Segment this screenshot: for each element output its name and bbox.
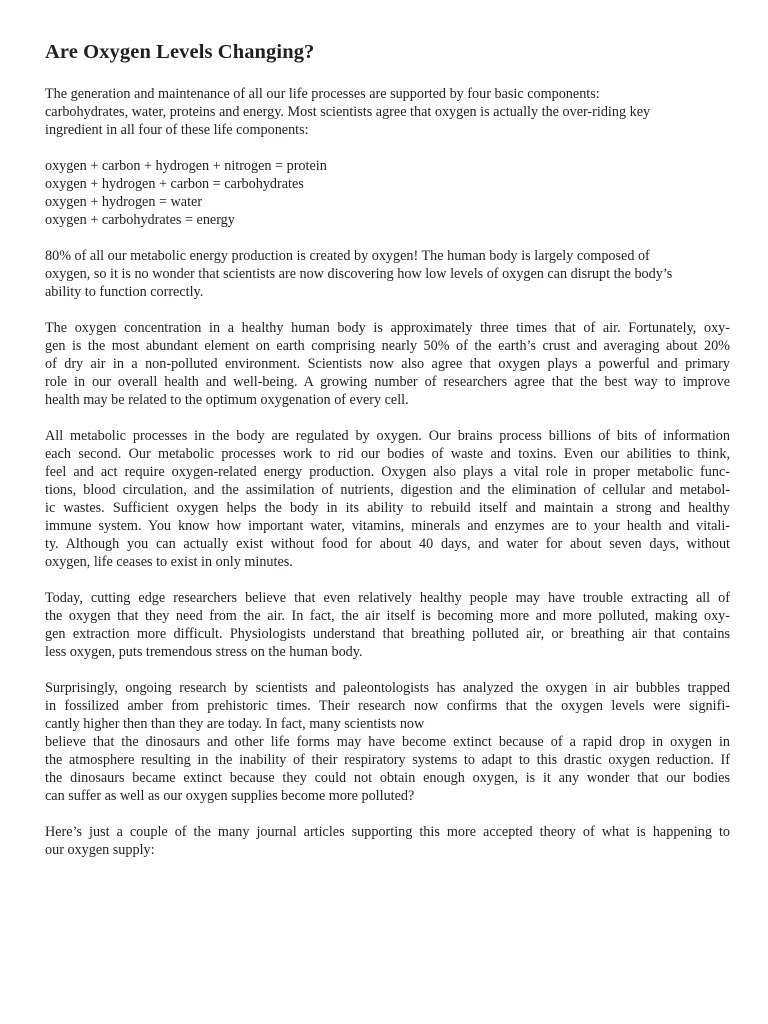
text-line: The oxygen concentration in a healthy human body is approximately three times that of air. Fortunately, oxy- [45,320,730,336]
text-line: health may be related to the optimum oxygenation of every cell. [45,392,409,408]
text-line: oxygen + carbon + hydrogen + nitrogen = protein [45,158,327,174]
text-line: gen is the most abundant element on earth comprising nearly 50% of the earth’s crust and averaging about 20% [45,338,730,354]
text-line: Here’s just a couple of the many journal articles supporting this more accepted theory of what is happening to [45,824,730,840]
text-line: feel and act require oxygen-related energy production. Oxygen also plays a vital role in proper metabolic func- [45,464,730,480]
text-line: gen extraction more difficult. Physiologists understand that breathing polluted air, or breathing air that contains [45,626,730,642]
text-line: our oxygen supply: [45,842,155,858]
text-line: oxygen + hydrogen + carbon = carbohydrates [45,176,304,192]
text-line: believe that the dinosaurs and other life forms may have become extinct because of a rapid drop in oxygen in [45,734,730,750]
text-line: in fossilized amber from prehistoric times. Their research now confirms that the oxygen levels were signifi- [45,698,730,714]
text-line: the oxygen that they need from the air. In fact, the air itself is becoming more and more polluted, making oxy- [45,608,730,624]
text-line: immune system. You know how important water, vitamins, minerals and enzymes are to your health and vitali- [45,518,730,534]
text-line: cantly higher then than they are today. In fact, many scientists now [45,716,425,732]
paragraph [45,85,730,139]
text-line: All metabolic processes in the body are regulated by oxygen. Our brains process billions of bits of information [45,428,730,444]
text-line: oxygen, life ceases to exist in only minutes. [45,554,293,570]
text-line: carbohydrates, water, proteins and energy. Most scientists agree that oxygen is actually the over-riding key [45,104,651,120]
paragraph [45,247,730,301]
text-line: the dinosaurs became extinct because they could not obtain enough oxygen, is it any wonder that our bodies [45,770,730,786]
text-line: oxygen + hydrogen = water [45,194,203,210]
paragraph [45,679,730,805]
paragraph [45,589,730,661]
text-line: The generation and maintenance of all our life processes are supported by four basic components: [45,86,600,102]
text-line: of dry air in a non-polluted environment. Scientists now also agree that oxygen plays a powerful and primary [45,356,730,372]
paragraph [45,319,730,409]
text-line: ability to function correctly. [45,284,204,300]
text-line: less oxygen, puts tremendous stress on the human body. [45,644,363,660]
text-line: role in our overall health and well-being. A growing number of researchers agree that the best way to improve [45,374,730,390]
text-line: oxygen, so it is no wonder that scientists are now discovering how low levels of oxygen can disrupt the body’s [45,266,673,282]
paragraph [45,823,730,859]
text-line: oxygen + carbohydrates = energy [45,212,235,228]
text-line: Surprisingly, ongoing research by scientists and paleontologists has analyzed the oxygen in air bubbles trapped [45,680,730,696]
text-line: each second. Our metabolic processes work to rid our bodies of waste and toxins. Even our abilities to think, [45,446,730,462]
text-line: the atmosphere resulting in the inability of their respiratory systems to adapt to this drastic oxygen reduction. If [45,752,730,768]
text-line: Today, cutting edge researchers believe that even relatively healthy people may have trouble extracting all of [45,590,730,606]
document-page [45,38,730,877]
document-body [45,85,730,859]
paragraph [45,427,730,571]
text-line: 80% of all our metabolic energy production is created by oxygen! The human body is largely composed of [45,248,650,264]
text-line: ic wastes. Sufficient oxygen helps the body in its ability to rebuild itself and maintain a strong and healthy [45,500,730,516]
text-line: ty. Although you can actually exist without food for about 40 days, and water for about seven days, without [45,536,730,552]
paragraph [45,157,730,229]
page-title: Are Oxygen Levels Changing? [45,41,315,63]
text-line: ingredient in all four of these life components: [45,122,309,138]
text-line: can suffer as well as our oxygen supplies become more polluted? [45,788,415,804]
text-line: tions, blood circulation, and the assimilation of nutrients, digestion and the elimination of cellular and metabol- [45,482,730,498]
